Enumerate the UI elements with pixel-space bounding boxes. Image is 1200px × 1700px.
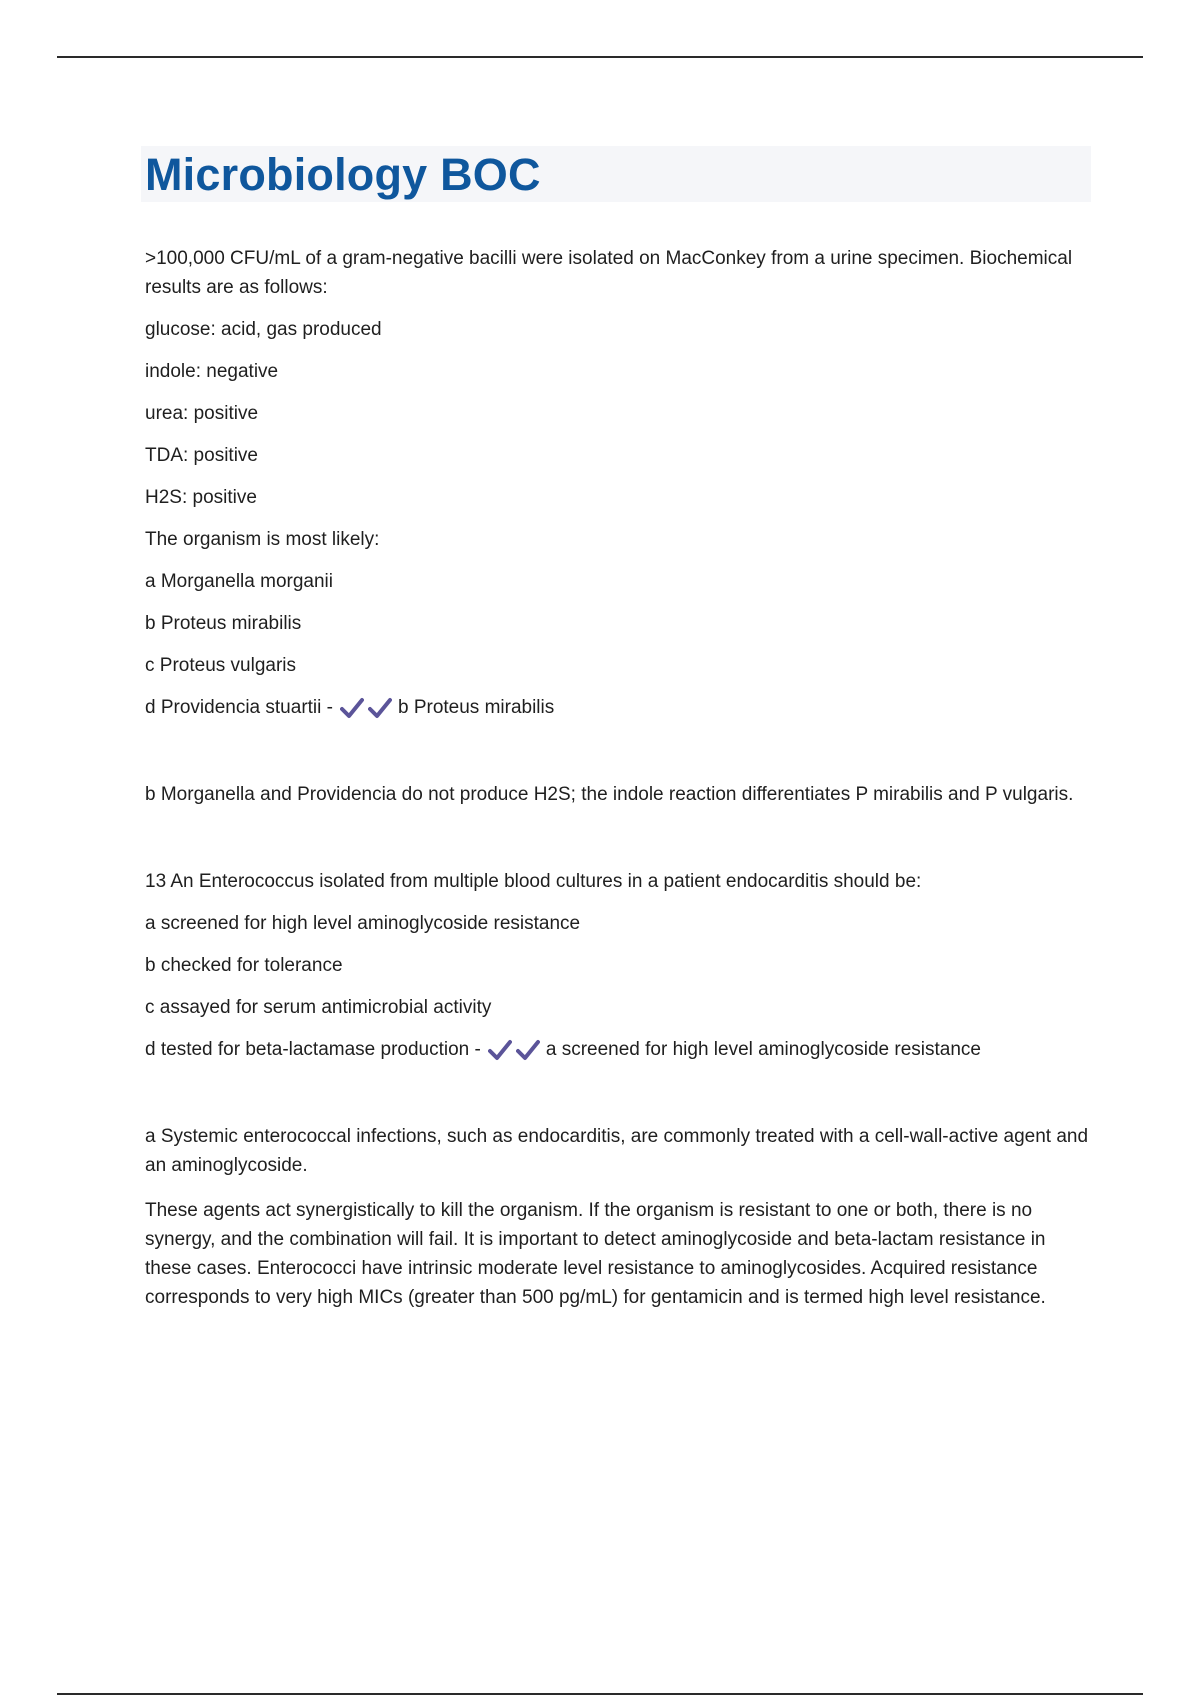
q1-explanation: b Morganella and Providencia do not produce H2S; the indole reaction differentiates P mirabilis and P vulgaris.	[145, 784, 1074, 805]
q2-explanation-1: a Systemic enterococcal infections, such as endocarditis, are commonly treated with a cell-wall-active agent and an aminoglycoside.	[145, 1126, 1089, 1176]
checkmark-icon	[516, 1039, 540, 1061]
question-content	[145, 244, 1091, 1312]
q1-result-urea: urea: positive	[145, 403, 259, 424]
checkmark-icon	[488, 1039, 512, 1061]
q1-answer: b Proteus mirabilis	[397, 697, 555, 718]
q2-explanation-2: These agents act synergistically to kill the organism. If the organism is resistant to one or both, there is no synergy, and the combination will fail. It is important to detect aminoglycoside and beta-lactam resistance in these cases. Enterococci have intrinsic moderate level resistance to aminoglycosides. Acquired resistance corresponds to very high MICs (greater than 500 pg/mL) for gentamicin and is termed high level resistance.	[145, 1200, 1046, 1308]
question-2-stem: 13 An Enterococcus isolated from multiple blood cultures in a patient endocarditis should be:	[145, 871, 922, 892]
question-1-prompt: The organism is most likely:	[145, 529, 380, 550]
q2-option-a: a screened for high level aminoglycoside resistance	[145, 913, 581, 934]
q1-option-d: d Providencia stuartii -	[145, 697, 333, 718]
document-body	[145, 146, 1091, 1328]
checkmark-icon	[368, 697, 392, 719]
page-title: Microbiology BOC	[145, 148, 541, 200]
question-1-stem: >100,000 CFU/mL of a gram-negative bacilli were isolated on MacConkey from a urine specimen. Biochemical results are as follows:	[145, 248, 1073, 298]
q2-option-b: b checked for tolerance	[145, 955, 343, 976]
q1-result-indole: indole: negative	[145, 361, 279, 382]
q1-result-glucose: glucose: acid, gas produced	[145, 319, 382, 340]
footer-rule	[57, 1693, 1143, 1695]
q2-answer: a screened for high level aminoglycoside resistance	[545, 1039, 981, 1060]
checkmark-icon	[340, 697, 364, 719]
q1-option-d-with-answer	[145, 693, 1091, 722]
q1-result-h2s: H2S: positive	[145, 487, 257, 508]
q2-option-d-with-answer	[145, 1035, 1091, 1064]
title-band	[141, 146, 1091, 202]
q1-result-tda: TDA: positive	[145, 445, 258, 466]
q1-option-a: a Morganella morganii	[145, 571, 333, 592]
q1-option-c: c Proteus vulgaris	[145, 655, 297, 676]
q2-option-d: d tested for beta-lactamase production -	[145, 1039, 481, 1060]
q2-option-c: c assayed for serum antimicrobial activity	[145, 997, 492, 1018]
q1-option-b: b Proteus mirabilis	[145, 613, 302, 634]
header-rule	[57, 56, 1143, 58]
